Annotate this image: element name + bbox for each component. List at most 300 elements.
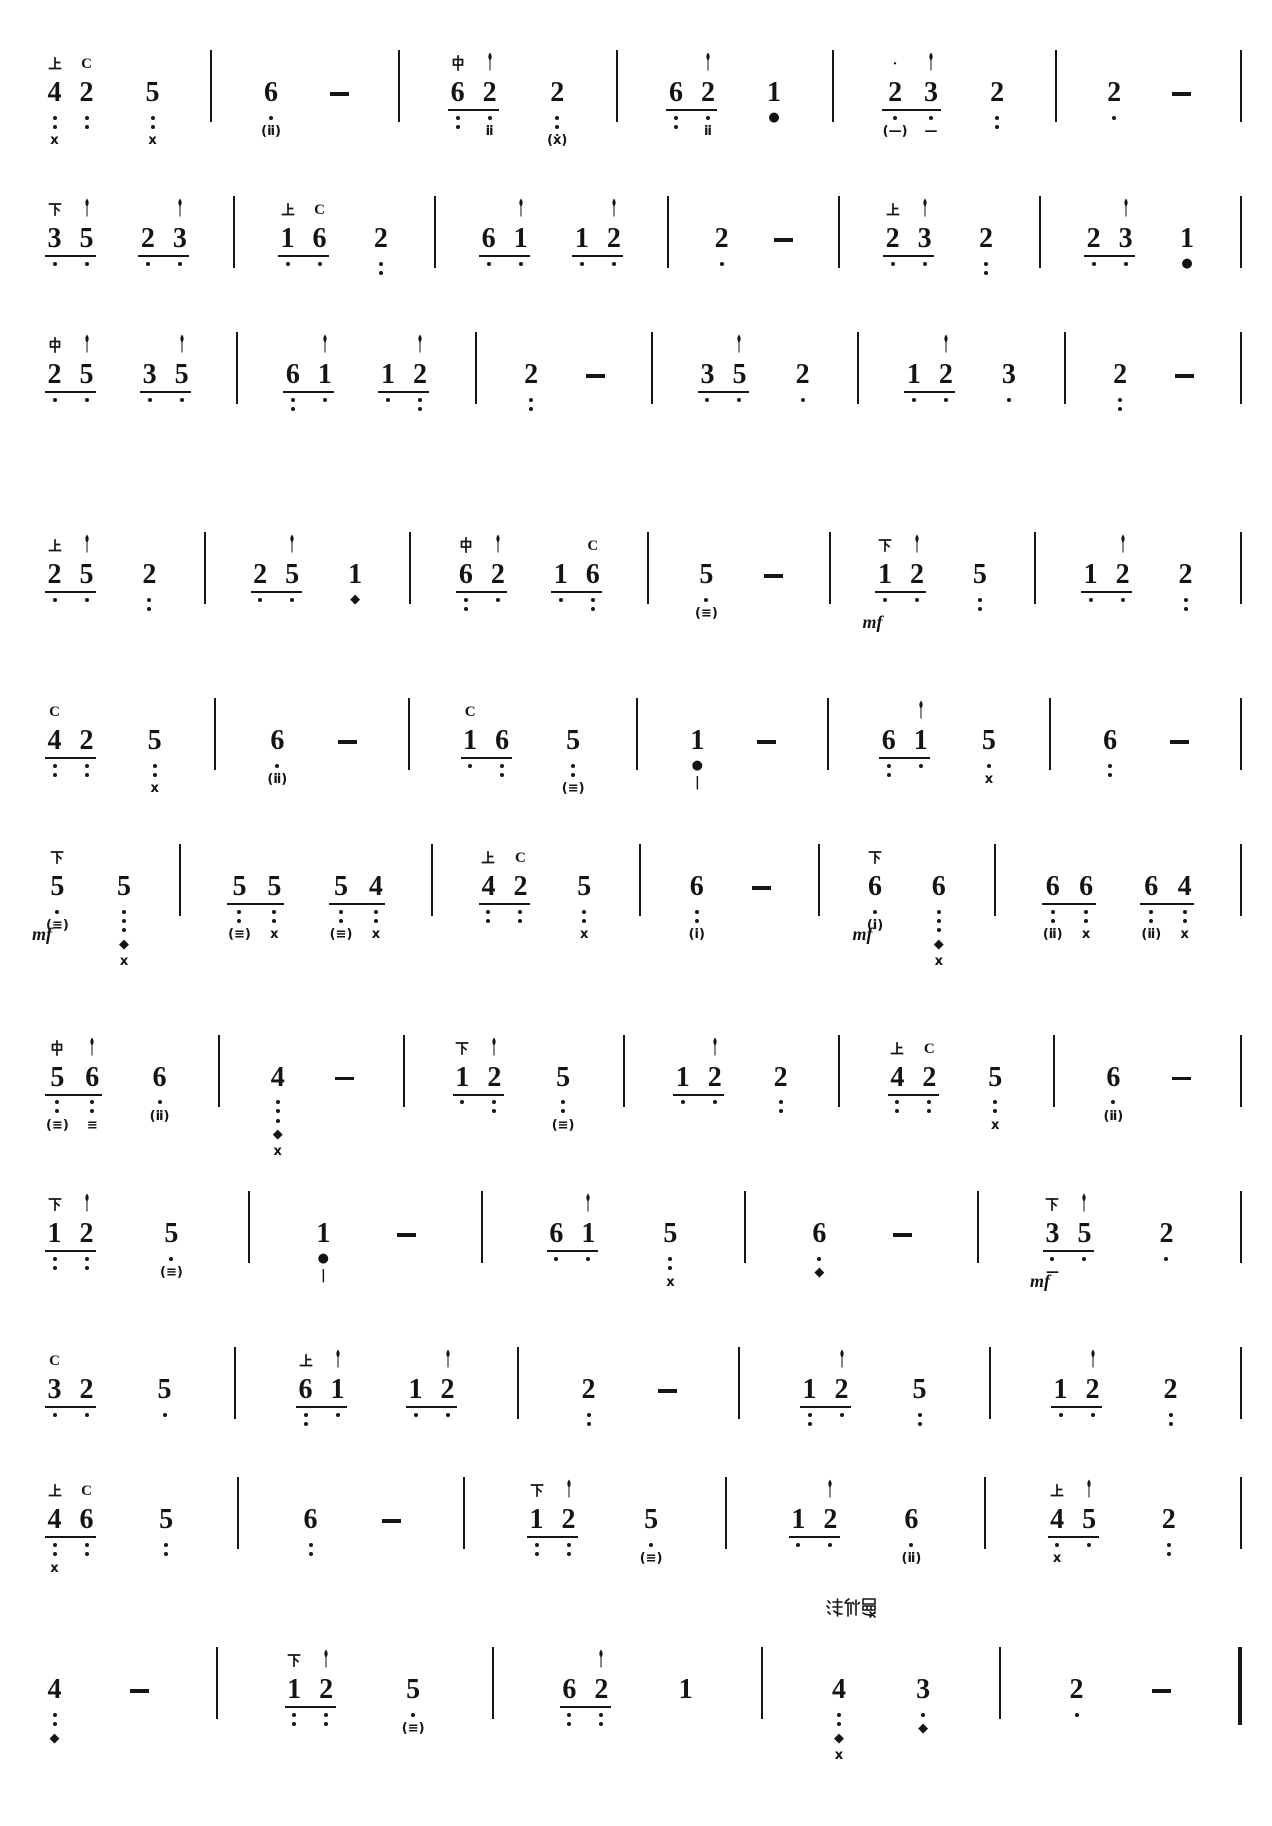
note-group xyxy=(261,34,281,139)
duration-dash xyxy=(382,1519,401,1523)
octave-dots xyxy=(1111,1098,1115,1107)
octave-dot xyxy=(1087,1543,1091,1547)
note-group xyxy=(766,34,783,125)
note-digit: 5 xyxy=(981,725,996,756)
bar-line xyxy=(616,50,618,122)
note-row xyxy=(160,1219,183,1280)
octave-dot xyxy=(927,1109,931,1113)
octave-dots xyxy=(290,595,294,604)
sub-annotation: x xyxy=(1052,1551,1062,1567)
bar-line xyxy=(818,844,820,916)
system-row xyxy=(46,1461,1242,1591)
note xyxy=(84,1063,101,1133)
bar-line xyxy=(481,1191,483,1263)
note-row xyxy=(141,560,158,613)
note-digit: 2 xyxy=(1086,223,1101,254)
duration-dash xyxy=(1152,1689,1171,1693)
note-digit: 1 xyxy=(330,1374,345,1406)
note-group xyxy=(158,1461,175,1558)
bar-line xyxy=(667,196,669,268)
octave-dot xyxy=(1089,598,1093,602)
bar-line xyxy=(636,698,638,770)
pluck-icon xyxy=(288,534,297,553)
octave-dot xyxy=(464,607,468,611)
octave-dots xyxy=(163,1410,167,1419)
pluck-icon xyxy=(941,334,950,353)
octave-dots xyxy=(55,1098,59,1116)
note xyxy=(411,360,428,413)
system-row xyxy=(46,1175,1242,1305)
note-group xyxy=(46,316,95,404)
note xyxy=(794,360,811,404)
octave-dot xyxy=(713,1100,717,1104)
note-digit: 6 xyxy=(668,77,683,108)
note xyxy=(311,202,328,268)
note-row xyxy=(1141,872,1193,942)
note-row xyxy=(772,1063,789,1116)
note-digit: 3 xyxy=(47,1374,62,1406)
note-digit: 6 xyxy=(79,1504,94,1536)
sub-annotation: ◆ xyxy=(49,1730,60,1746)
note xyxy=(523,360,540,413)
octave-dot xyxy=(153,764,157,768)
octave-dots xyxy=(984,259,988,277)
note-row xyxy=(1177,560,1194,613)
bar-line xyxy=(1240,698,1242,770)
octave-dots xyxy=(586,1254,590,1263)
note-digit: 6 xyxy=(270,725,285,756)
xia-mark-icon xyxy=(869,850,882,865)
note xyxy=(315,1219,332,1283)
note-digit: 5 xyxy=(663,1218,678,1250)
note-row xyxy=(46,56,95,149)
octave-dot xyxy=(1051,919,1055,923)
octave-dots xyxy=(1121,595,1125,604)
octave-dots xyxy=(705,395,709,404)
note xyxy=(150,1063,170,1124)
note xyxy=(297,1375,314,1428)
note-digit: 2 xyxy=(978,223,993,254)
octave-dots xyxy=(487,259,491,268)
bar-line xyxy=(218,1035,220,1107)
beam-line xyxy=(45,591,96,593)
note-group xyxy=(480,180,529,268)
note-group xyxy=(911,1331,928,1428)
note-group xyxy=(315,1175,332,1283)
note xyxy=(116,872,133,969)
octave-dot xyxy=(561,1100,565,1104)
octave-dot xyxy=(567,1543,571,1547)
octave-dot xyxy=(339,910,343,914)
octave-dots xyxy=(486,907,490,925)
octave-dot xyxy=(705,398,709,402)
note-group xyxy=(930,828,947,969)
note-row xyxy=(372,224,389,277)
pluck-icon xyxy=(564,1479,573,1498)
note-group xyxy=(830,1631,847,1762)
octave-dot xyxy=(53,1713,57,1717)
note-group xyxy=(987,1019,1004,1133)
octave-dot xyxy=(912,398,916,402)
octave-dot xyxy=(290,598,294,602)
octave-dots xyxy=(1183,907,1187,925)
note xyxy=(980,726,997,787)
octave-dot xyxy=(993,1109,997,1113)
octave-dot xyxy=(1167,1552,1171,1556)
sub-annotation: ◆ xyxy=(119,936,130,952)
note-row xyxy=(674,1063,723,1107)
note-row xyxy=(252,560,301,604)
note-row xyxy=(662,1219,679,1289)
sub-annotation: ◆ xyxy=(350,592,361,607)
octave-dot xyxy=(486,910,490,914)
note-group xyxy=(880,682,929,779)
note xyxy=(576,872,593,942)
note-group xyxy=(801,1331,850,1428)
duration-dash xyxy=(752,886,771,890)
note-row xyxy=(1068,1675,1085,1719)
note xyxy=(580,1219,597,1263)
octave-dot xyxy=(567,1722,571,1726)
note-digit: 2 xyxy=(834,1374,849,1406)
note-row xyxy=(915,1675,932,1736)
note xyxy=(699,360,716,404)
bar-line xyxy=(857,332,859,404)
octave-dot xyxy=(599,1722,603,1726)
octave-dots xyxy=(53,1710,57,1728)
note-row xyxy=(640,1505,663,1566)
octave-dots xyxy=(153,761,157,779)
zhong-mark-icon xyxy=(459,537,472,553)
note-row xyxy=(547,78,567,148)
note xyxy=(284,560,301,604)
note-group xyxy=(562,682,585,796)
octave-dot xyxy=(937,919,941,923)
octave-dots xyxy=(518,907,522,925)
note-digit: 3 xyxy=(1118,223,1133,254)
bar-line xyxy=(738,1347,740,1419)
sub-annotation: (ⅱ) xyxy=(901,1551,922,1567)
bar-line xyxy=(434,196,436,268)
note-row xyxy=(523,360,540,413)
note xyxy=(46,224,63,268)
note-row xyxy=(576,872,593,942)
note-digit: 1 xyxy=(553,559,568,590)
octave-dot xyxy=(374,919,378,923)
note-digit: 2 xyxy=(1069,1674,1084,1706)
octave-dot xyxy=(779,1100,783,1104)
duration-dash xyxy=(335,1077,354,1081)
sub-annotation: (ⅱ) xyxy=(1042,927,1063,943)
bar-line xyxy=(431,844,433,916)
octave-dot xyxy=(53,598,57,602)
note xyxy=(329,1375,346,1428)
beam-line xyxy=(1042,903,1096,905)
note xyxy=(269,1063,286,1160)
octave-dot xyxy=(309,1543,313,1547)
note-row xyxy=(228,872,283,942)
tempo-label xyxy=(826,1595,878,1624)
sub-annotation: x xyxy=(270,927,279,943)
octave-dot xyxy=(887,773,891,777)
octave-dot xyxy=(158,1100,162,1104)
note-digit: 4 xyxy=(368,871,383,902)
note-group xyxy=(372,180,389,277)
sub-annotation: x xyxy=(580,927,589,943)
octave-dots xyxy=(801,395,805,404)
pluck-icon xyxy=(826,1479,835,1498)
note-row xyxy=(1052,1375,1101,1419)
beam-line xyxy=(140,391,191,393)
octave-dot xyxy=(147,607,151,611)
note xyxy=(46,1675,63,1745)
note-row xyxy=(561,1675,610,1728)
note xyxy=(790,1505,807,1549)
octave-dot xyxy=(309,1552,313,1556)
note-digit: 2 xyxy=(885,223,900,254)
octave-dots xyxy=(580,259,584,268)
note-digit: 3 xyxy=(1045,1218,1060,1250)
note-group xyxy=(454,1019,503,1116)
octave-dot xyxy=(580,262,584,266)
note-group xyxy=(1162,1331,1179,1428)
note xyxy=(713,224,730,268)
pluck-icon xyxy=(1080,1193,1089,1212)
note xyxy=(316,360,333,413)
note xyxy=(1084,1375,1101,1419)
note-row xyxy=(889,1040,938,1116)
pluck-icon xyxy=(710,1037,719,1056)
octave-dot xyxy=(292,1713,296,1717)
note-digit: 6 xyxy=(303,1504,318,1536)
note-row xyxy=(462,704,511,779)
octave-dot xyxy=(163,1413,167,1417)
note-digit: 1 xyxy=(690,725,705,756)
duration-dash xyxy=(1172,92,1191,96)
note-row xyxy=(379,360,428,413)
duration-dash xyxy=(658,1389,677,1393)
beam-line xyxy=(572,255,623,257)
bar-line xyxy=(234,1347,236,1419)
note-digit: 1 xyxy=(1083,559,1098,590)
octave-dots xyxy=(492,1098,496,1116)
note xyxy=(318,1675,335,1728)
beam-line xyxy=(45,757,96,759)
sub-annotation: x xyxy=(1180,927,1189,943)
note xyxy=(1052,1375,1069,1419)
octave-dot xyxy=(1184,607,1188,611)
bar-line xyxy=(1039,196,1041,268)
octave-dots xyxy=(85,595,89,604)
note-row xyxy=(794,360,811,404)
octave-dots xyxy=(276,1098,280,1126)
octave-dots xyxy=(1075,1710,1079,1719)
bar-line xyxy=(179,844,181,916)
note xyxy=(284,360,301,413)
note xyxy=(407,1375,424,1419)
note-row xyxy=(552,1063,575,1133)
note-digit: 2 xyxy=(524,359,539,390)
note-group xyxy=(228,828,283,942)
octave-dot xyxy=(164,1552,168,1556)
note-digit: 5 xyxy=(1077,1218,1092,1250)
octave-dots xyxy=(55,907,59,916)
beam-line xyxy=(547,1250,598,1252)
octave-dots xyxy=(796,1540,800,1549)
octave-dots xyxy=(1059,1410,1063,1419)
octave-dot xyxy=(386,398,390,402)
note xyxy=(552,1063,575,1133)
note-group xyxy=(146,682,163,796)
octave-dot xyxy=(456,116,460,120)
note-digit: 1 xyxy=(463,725,478,756)
note-row xyxy=(1085,224,1134,268)
bar-line xyxy=(475,332,477,404)
beam-line xyxy=(673,1094,724,1096)
octave-dot xyxy=(53,116,57,120)
note xyxy=(261,78,281,139)
note-row xyxy=(141,360,190,404)
octave-dot xyxy=(418,398,422,402)
note-group xyxy=(548,1175,597,1263)
note xyxy=(1114,560,1131,604)
bar-line xyxy=(832,50,834,122)
duration-dash xyxy=(764,574,783,578)
octave-dot xyxy=(1167,1543,1171,1547)
octave-dot xyxy=(1169,1422,1173,1426)
note-group xyxy=(286,1631,335,1728)
note-group xyxy=(790,1461,839,1549)
octave-dot xyxy=(85,1413,89,1417)
note-digit: 1 xyxy=(791,1504,806,1536)
note-group xyxy=(279,180,328,268)
system-row xyxy=(46,180,1242,310)
note xyxy=(674,1063,691,1107)
octave-dot xyxy=(944,398,948,402)
note-digit: 5 xyxy=(732,359,747,390)
octave-dot xyxy=(1051,910,1055,914)
beam-line xyxy=(45,255,96,257)
octave-dots xyxy=(1089,595,1093,604)
note-digit: 2 xyxy=(373,223,388,254)
octave-dot xyxy=(704,598,708,602)
c-position-mark: C xyxy=(515,850,526,866)
octave-dots xyxy=(286,259,290,268)
pluck-icon xyxy=(490,1037,499,1056)
c-position-mark: C xyxy=(923,1040,935,1057)
note-row xyxy=(801,1375,850,1428)
note-row xyxy=(46,560,95,604)
octave-dot xyxy=(840,1413,844,1417)
octave-dot xyxy=(304,1413,308,1417)
note-group xyxy=(150,1019,170,1124)
octave-dots xyxy=(151,113,155,131)
note-digit: 5 xyxy=(232,871,247,902)
dynamic-mf: mf xyxy=(862,612,883,632)
note xyxy=(987,1063,1004,1133)
note-digit: 6 xyxy=(458,559,473,590)
note-group xyxy=(547,34,567,148)
beam-line xyxy=(904,391,955,393)
note xyxy=(489,560,506,613)
shang-mark-icon xyxy=(48,538,61,553)
note-group xyxy=(330,828,385,942)
note-digit: 2 xyxy=(714,223,729,254)
octave-dot xyxy=(85,1266,89,1270)
sub-annotation: x xyxy=(1081,927,1091,943)
octave-dot xyxy=(929,116,933,120)
note xyxy=(833,1375,850,1428)
note xyxy=(146,726,163,796)
note-digit: 3 xyxy=(47,223,62,254)
note-digit: 5 xyxy=(117,871,132,902)
note-digit: 1 xyxy=(574,223,589,254)
bar-line xyxy=(409,532,411,604)
beam-line xyxy=(1140,903,1194,905)
system-row xyxy=(46,516,1242,646)
note-group xyxy=(980,682,997,787)
note-group xyxy=(139,180,188,268)
bar-line xyxy=(838,196,840,268)
note xyxy=(46,1219,63,1272)
octave-dot xyxy=(272,910,276,914)
sub-annotation: (≡) xyxy=(228,927,251,943)
note-digit: 4 xyxy=(47,77,62,108)
note xyxy=(160,1219,183,1280)
note-row xyxy=(790,1505,839,1549)
octave-dot xyxy=(1050,1257,1054,1261)
octave-dot xyxy=(151,116,155,120)
octave-dot xyxy=(1108,773,1112,777)
note xyxy=(1000,360,1017,404)
octave-dot xyxy=(90,1100,94,1104)
xia-mark-icon xyxy=(456,1041,469,1056)
note-group xyxy=(662,1175,679,1289)
pluck-icon xyxy=(177,334,186,353)
note-row xyxy=(1082,560,1131,604)
note-group xyxy=(905,316,954,404)
octave-dot xyxy=(567,1552,571,1556)
octave-dot xyxy=(147,598,151,602)
note xyxy=(46,78,63,148)
system-row xyxy=(46,34,1242,164)
note-digit: 1 xyxy=(280,223,295,254)
octave-dots xyxy=(599,1710,603,1728)
note-row xyxy=(667,78,716,139)
sub-annotation: (ⅱ) xyxy=(149,1108,170,1124)
note xyxy=(1078,872,1095,942)
octave-dot xyxy=(796,1543,800,1547)
bar-line xyxy=(1240,1347,1242,1419)
pluck-icon xyxy=(320,334,329,353)
octave-dot xyxy=(1111,1100,1115,1104)
note xyxy=(562,726,585,796)
octave-dots xyxy=(567,1540,571,1558)
sub-annotation: (ẋ) xyxy=(547,133,568,149)
octave-dots xyxy=(895,1098,899,1116)
note-group xyxy=(772,1019,789,1116)
octave-dot xyxy=(148,398,152,402)
note-row xyxy=(971,560,988,613)
note-digit: 2 xyxy=(142,559,157,590)
octave-dot xyxy=(122,928,126,932)
octave-dot xyxy=(272,919,276,923)
sub-annotation: | xyxy=(694,775,700,790)
note-group xyxy=(971,516,988,613)
note-digit: 4 xyxy=(270,1061,285,1093)
octave-dot xyxy=(418,407,422,411)
note-row xyxy=(144,78,161,148)
